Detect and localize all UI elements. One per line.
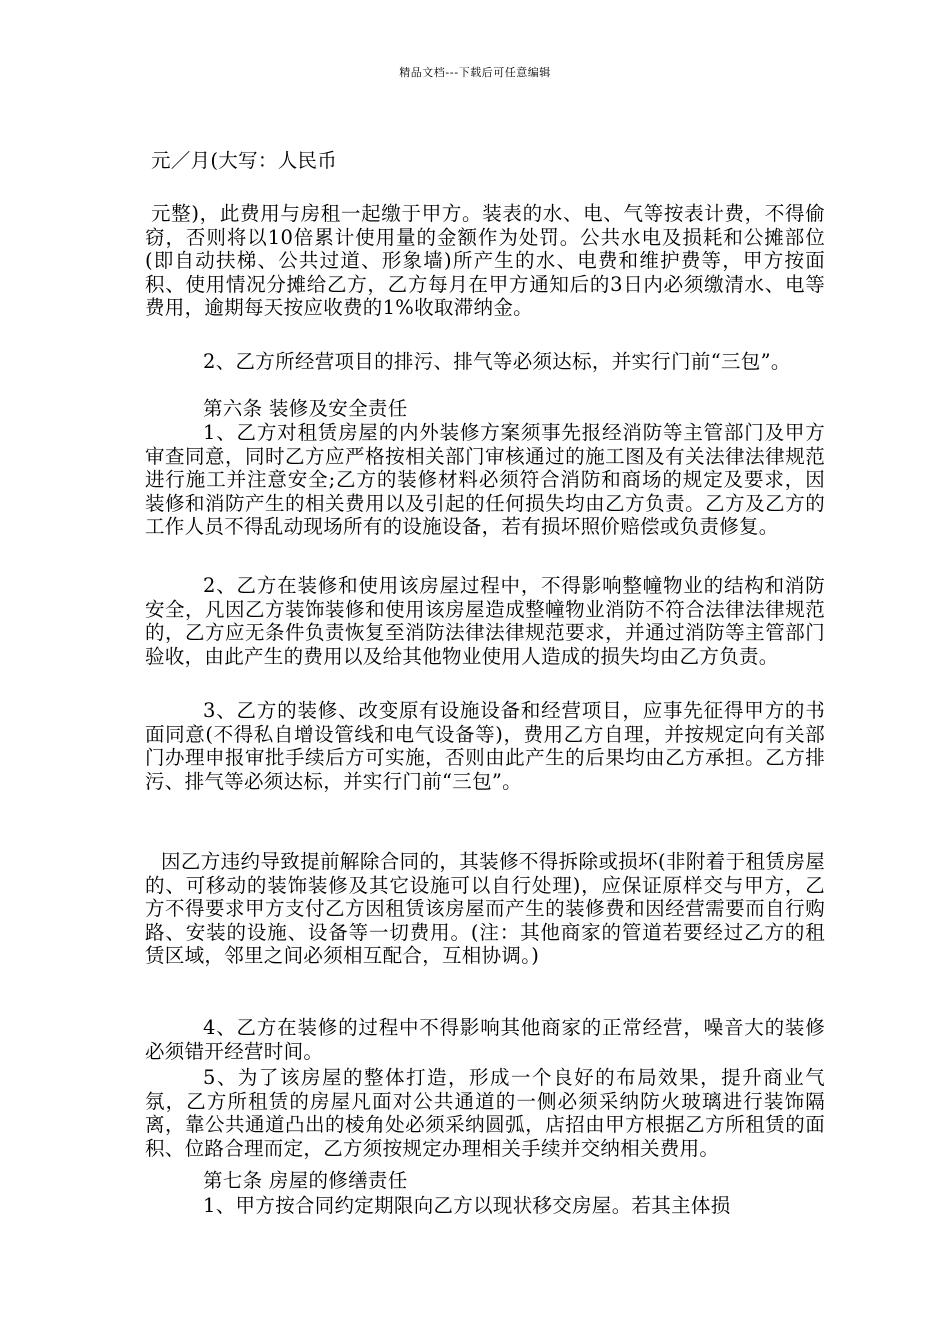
paragraph-article-6-item-1: 1、乙方对租赁房屋的内外装修方案须事先报经消防等主管部门及甲方审查同意，同时乙方应严格按相关部门审核通过的施工图及有关法律法律规范进行施工并注意安全;乙方的装修材料必须符合消防和商场的规定及要求，因装修和消防产生的相关费用以及引起的任何损失均由乙方负责。乙方及乙方的工作人员不得乱动现场所有的设施设备，若有损坏照价赔偿或负责修复。 [145,421,825,538]
page-header: 精品文档---下载后可任意编辑 [399,66,551,79]
paragraph-article-6-item-3: 3、乙方的装修、改变原有设施设备和经营项目，应事先征得甲方的书面同意(不得私自增设管线和电气设备等)，费用乙方自理，并按规定向有关部门办理申报审批手续后方可实施，否则由此产生的后果均由乙方承担。乙方排污、排气等必须达标，并实行门前“三包”。 [145,699,825,793]
paragraph-article-6-item-5: 5、为了该房屋的整体打造，形成一个良好的布局效果，提升商业气氛，乙方所租赁的房屋凡面对公共通道的一侧必须采纳防火玻璃进行装饰隔离，靠公共通道凸出的棱角处必须采纳圆弧，店招由甲方根据乙方所租赁的面积、位路合理而定，乙方须按规定办理相关手续并交纳相关费用。 [145,1066,825,1160]
paragraph-rent-amount: 元／月(大写：人民币 [151,149,338,172]
paragraph-article-6-item-2: 2、乙方在装修和使用该房屋过程中，不得影响整幢物业的结构和消防安全，凡因乙方装饰装修和使用该房屋造成整幢物业消防不符合法律法律规范的，乙方应无条件负责恢复至消防法律法律规范要求，并通过消防等主管部门验收，由此产生的费用以及给其他物业使用人造成的损失均由乙方负责。 [145,574,825,668]
section-heading-article-6: 第六条 装修及安全责任 [203,397,408,420]
section-heading-article-7: 第七条 房屋的修缮责任 [203,1169,408,1192]
paragraph-utility-fees: 元整)，此费用与房租一起缴于甲方。装表的水、电、气等按表计费，不得偷窃，否则将以10倍累计使用量的金额作为处罚。公共水电及损耗和公摊部位(即自动扶梯、公共过道、形象墙)所产生的水、电费和维护费等，甲方按面积、使用情况分摊给乙方，乙方每月在甲方通知后的3日内必须缴清水、电等费用，逾期每天按应收费的1%收取滞纳金。 [145,202,825,319]
paragraph-discharge-standards: 2、乙方所经营项目的排污、排气等必须达标，并实行门前“三包”。 [203,350,791,373]
paragraph-article-7-item-1: 1、甲方按合同约定期限向乙方以现状移交房屋。若其主体损 [203,1194,731,1217]
paragraph-article-6-item-4: 4、乙方在装修的过程中不得影响其他商家的正常经营，噪音大的装修必须错开经营时间。 [145,1016,825,1063]
paragraph-early-termination: 因乙方违约导致提前解除合同的，其装修不得拆除或损坏(非附着于租赁房屋的、可移动的装饰装修及其它设施可以自行处理)，应保证原样交与甲方，乙方不得要求甲方支付乙方因租赁该房屋而产生的装修费和因经营需要而自行购路、安装的设施、设备等一切费用。(注：其他商家的管道若要经过乙方的租赁区域，邻里之间必须相互配合，互相协调。) [145,850,825,967]
